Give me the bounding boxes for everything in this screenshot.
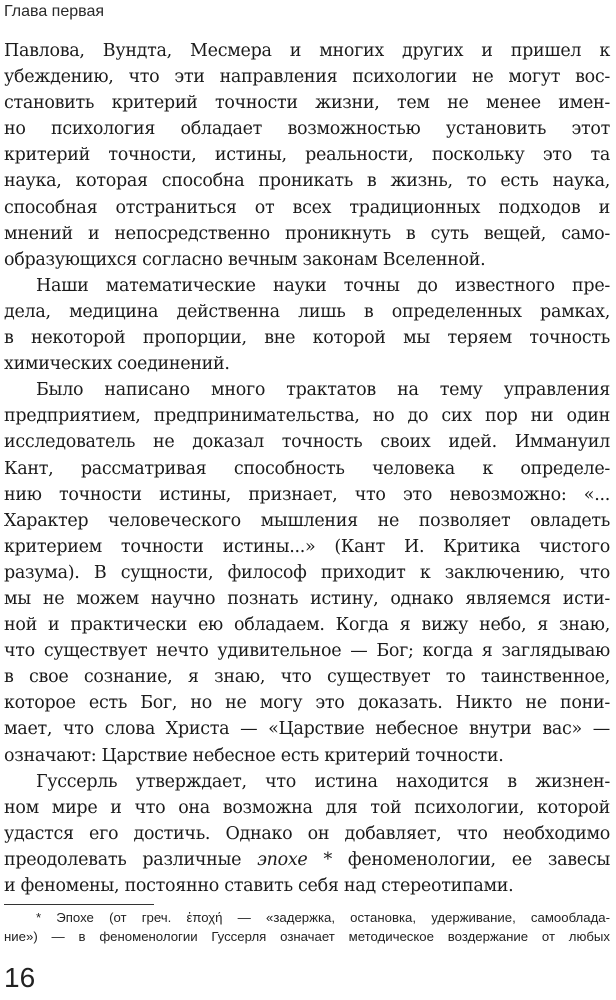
text-line: мы не можем научно познать истину, однако являемся исти-	[4, 588, 610, 609]
footnote	[4, 908, 610, 946]
text-line: становить критерий точности жизни, тем не менее имен-	[4, 93, 610, 114]
text-line: что существует нечто удивительное — Бог; когда я заглядываю	[4, 641, 610, 662]
text-line: мнений и непосредственно проникнуть в суть вещей, само-	[4, 223, 610, 244]
text-line: Было написано много трактатов на тему управления	[36, 380, 610, 401]
italic-term: эпохе	[257, 849, 308, 870]
text-line: способная отстраниться от всех традиционных подходов и	[4, 197, 610, 218]
text-line: ном мире и что она возможна для той психологии, которой	[4, 797, 610, 818]
footnote-line: * Эпохе (от греч. ἐποχή — «задержка, остановка, удерживание, самооблада-	[36, 910, 610, 925]
text-line: нию точности истины, признает, что это невозможно: «...	[4, 484, 610, 505]
page-number: 16	[4, 962, 36, 993]
text-line: удастся его достичь. Однако он добавляет, что необходимо	[4, 823, 610, 844]
text-line: критерием точности истины...» (Кант И. Критика чистого	[4, 536, 610, 557]
text-line: Кант, рассматривая способность человека к определе-	[4, 458, 610, 479]
running-head: Глава первая	[4, 3, 105, 20]
text-line-mixed	[4, 847, 610, 873]
text-line: но психология обладает возможностью установить этот	[4, 119, 610, 140]
text-line: которое есть Бог, но не могу это доказать. Никто не пони-	[4, 693, 610, 714]
text-line: в некоторой пропорции, вне которой мы теряем точность	[4, 328, 610, 349]
text-line: Павлова, Вундта, Месмера и многих других и пришел к	[4, 41, 610, 61]
text-line: Характер человеческого мышления не позволяет овладеть	[4, 510, 610, 531]
text-line: разума). В сущности, философ приходит к заключению, что	[4, 562, 610, 583]
text-line: означают: Царствие небесное есть критерий точности.	[4, 745, 504, 766]
text-line: исследователь не доказал точность своих идей. Иммануил	[4, 432, 610, 453]
text-line: дела, медицина действенна лишь в определенных рамках,	[4, 301, 610, 322]
text-line: предприятием, предпринимательства, но до сих пор ни один	[4, 406, 610, 427]
text-fragment: преодолевать различные	[4, 849, 258, 870]
text-line: критерий точности, истины, реальности, поскольку это та	[4, 145, 610, 166]
text-line: наука, которая способна проникать в жизнь, то есть наука,	[4, 171, 610, 192]
text-line: в свое сознание, я знаю, что существует то таинственное,	[4, 667, 610, 688]
footnote-rule	[4, 904, 154, 905]
text-line: Гуссерль утверждает, что истина находится в жизнен-	[36, 771, 610, 792]
text-fragment: * феноменологии, ее завесы	[307, 849, 610, 870]
text-line: ной и практически ею обладаем. Когда я вижу небо, я знаю,	[4, 615, 610, 636]
body-text	[4, 38, 610, 899]
text-line: Наши математические науки точны до известного пре-	[36, 275, 610, 296]
text-line: мает, что слова Христа — «Царствие небесное внутри вас» —	[4, 719, 610, 740]
text-line: химических соединений.	[4, 354, 230, 375]
footnote-line: ние») — в феноменологии Гуссерля означает методическое воздержание от любых	[4, 929, 610, 944]
text-line: образующихся согласно вечным законам Вселенной.	[4, 249, 486, 270]
text-line: убеждению, что эти направления психологии не могут вос-	[4, 67, 610, 88]
text-line: и феномены, постоянно ставить себя над стереотипами.	[4, 876, 514, 896]
